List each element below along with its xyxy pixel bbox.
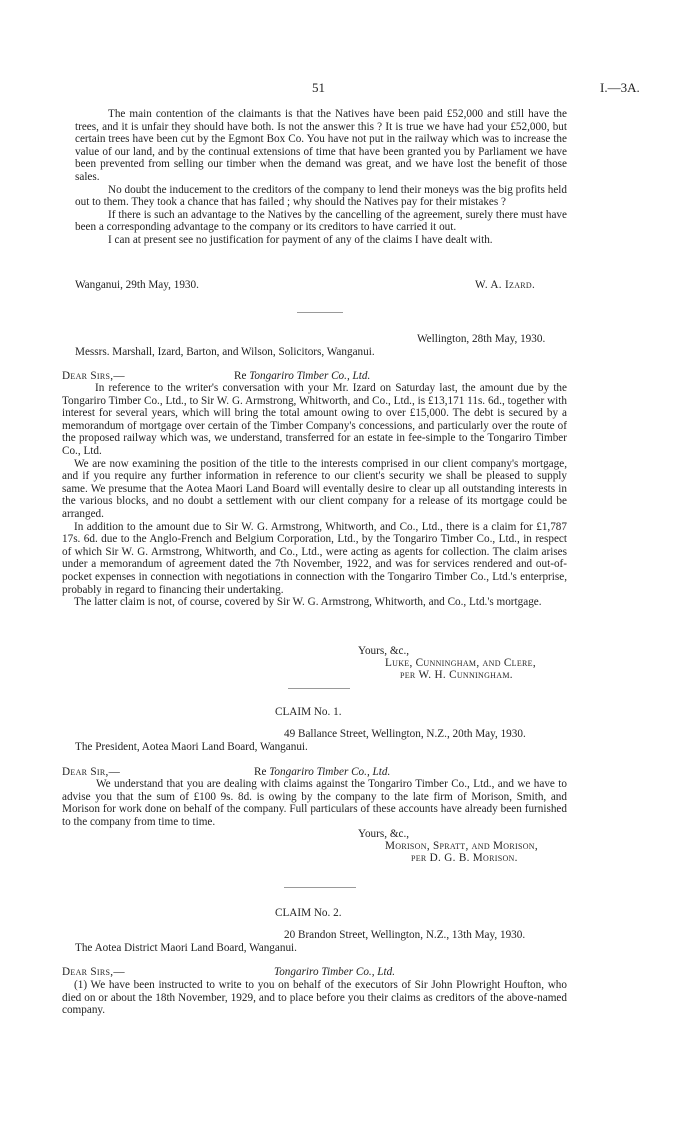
paragraph: In reference to the writer's conversation with your Mr. Izard on Saturday last, the amount due by the Tongariro Timber Co., Ltd., to Sir W. G. Armstrong, Whitworth, and Co., Ltd., is £13,171 11s. 6d., together with interest for several years, which will bring the total amount owing to over £15,000. The debt is secured by a memorandum of mortgage over certain of the Timber Company's concessions, and particularly over the route of the proposed railway which was, we understand, transferred for an estate in fee-simple to the Tongariro Timber Co., Ltd.	[62, 382, 567, 457]
claim-body	[62, 778, 567, 828]
claim-address: 20 Brandon Street, Wellington, N.Z., 13th May, 1930.	[284, 929, 526, 941]
claim-addressee: The President, Aotea Maori Land Board, Wanganui.	[75, 741, 308, 753]
paragraph: (1) We have been instructed to write to you on behalf of the executors of Sir John Plowright Houfton, who died on or about the 18th November, 1929, and to place before you their claims as creditors of the above-named company.	[62, 979, 567, 1017]
paragraph: We understand that you are dealing with claims against the Tongariro Timber Co., Ltd., and we have to advise you that the sum of £100 9s. 8d. is owing by the company to the late firm of Morison, Smith, and Morison for work done on behalf of the company. Full particulars of these accounts have already been furnished to the company from time to time.	[62, 778, 567, 828]
place-date: Wanganui, 29th May, 1930.	[75, 279, 199, 291]
claim-heading: CLAIM No. 1.	[275, 706, 342, 718]
salutation: Dear Sir,—	[62, 766, 121, 778]
letter-addressee: Messrs. Marshall, Izard, Barton, and Wilson, Solicitors, Wanganui.	[75, 346, 375, 358]
paragraph: I can at present see no justification for payment of any of the claims I have dealt with.	[108, 233, 493, 246]
claim-subject	[254, 766, 390, 779]
paragraph: We are now examining the position of the title to the interests comprised in our client company's mortgage, and if you require any further information in reference to our client's security we shall be pleased to supply same. We presume that the Aotea Maori Land Board will eventally desire to clear up all outstanding interests in the various blocks, and no doubt a settlement with our client company for a release of its mortgage could be arranged.	[62, 457, 567, 520]
claim-address: 49 Ballance Street, Wellington, N.Z., 20th May, 1930.	[284, 728, 526, 740]
letter-body	[62, 382, 567, 609]
subject-prefix: Re	[254, 766, 267, 778]
divider	[288, 688, 350, 689]
claim-body	[62, 979, 567, 1017]
paragraph: In addition to the amount due to Sir W. G. Armstrong, Whitworth, and Co., Ltd., there is a claim for £1,787 17s. 6d. due to the Anglo-French and Belgium Corporation, Ltd., by the Tongariro Timber Co., Ltd., in respect of which Sir W. G. Armstrong, Whitworth, and Co., Ltd., were acting as agents for collection. The claim arises under a memorandum of agreement dated the 7th November, 1922, and was for services rendered and out-of-pocket expenses in connection with negotiations in connection with the Tongariro Timber Co., Ltd.'s enterprise, probably in regard to financing their undertaking.	[62, 520, 567, 596]
claim-heading: CLAIM No. 2.	[275, 907, 342, 919]
paragraph: The main contention of the claimants is that the Natives have been paid £52,000 and still have the trees, and it is unfair they should have both. Is not the answer this ? It is true we have had your £52,000, but certain trees have been cut by the Egmont Box Co. You have not put in the railway which was to increase the value of our land, and by the continual extensions of time that have been granted you by Parliament we have been prevented from selling our timber when the demand was great, and we have lost the benefit of those sales.	[75, 108, 567, 183]
signature: W. A. Izard.	[475, 279, 536, 291]
opening-section	[75, 108, 567, 247]
per-line: per W. H. Cunningham.	[400, 669, 513, 681]
divider	[284, 887, 356, 888]
closing: Yours, &c.,	[358, 828, 410, 840]
subject-title: Tongariro Timber Co., Ltd.	[269, 766, 391, 778]
paragraph: The latter claim is not, of course, covered by Sir W. G. Armstrong, Whitworth, and Co., Ltd.'s mortgage.	[74, 596, 542, 609]
letter-subject	[234, 370, 370, 383]
document-reference: I.—3A.	[600, 80, 640, 95]
paragraph: No doubt the inducement to the creditors of the company to lend their moneys was the big profits held out to them. They took a chance that has failed ; why should the Natives pay for their mistakes ?	[75, 183, 567, 209]
subject-title: Tongariro Timber Co., Ltd.	[249, 370, 371, 382]
closing: Yours, &c.,	[358, 645, 410, 657]
divider	[297, 312, 343, 313]
claim-subject: Tongariro Timber Co., Ltd.	[274, 966, 396, 978]
signatory: Morison, Spratt, and Morison,	[385, 840, 538, 852]
claim-addressee: The Aotea District Maori Land Board, Wanganui.	[75, 942, 297, 954]
paragraph: If there is such an advantage to the Natives by the cancelling of the agreement, surely there must have been a corresponding advantage to the company or its creditors to have carried it out.	[75, 208, 567, 234]
salutation: Dear Sirs,—	[62, 370, 125, 382]
page-number: 51	[312, 80, 325, 95]
subject-prefix: Re	[234, 370, 247, 382]
letter-date: Wellington, 28th May, 1930.	[417, 333, 546, 345]
signatory: Luke, Cunningham, and Clere,	[385, 657, 536, 669]
salutation: Dear Sirs,—	[62, 966, 125, 978]
per-line: per D. G. B. Morison.	[411, 852, 518, 864]
